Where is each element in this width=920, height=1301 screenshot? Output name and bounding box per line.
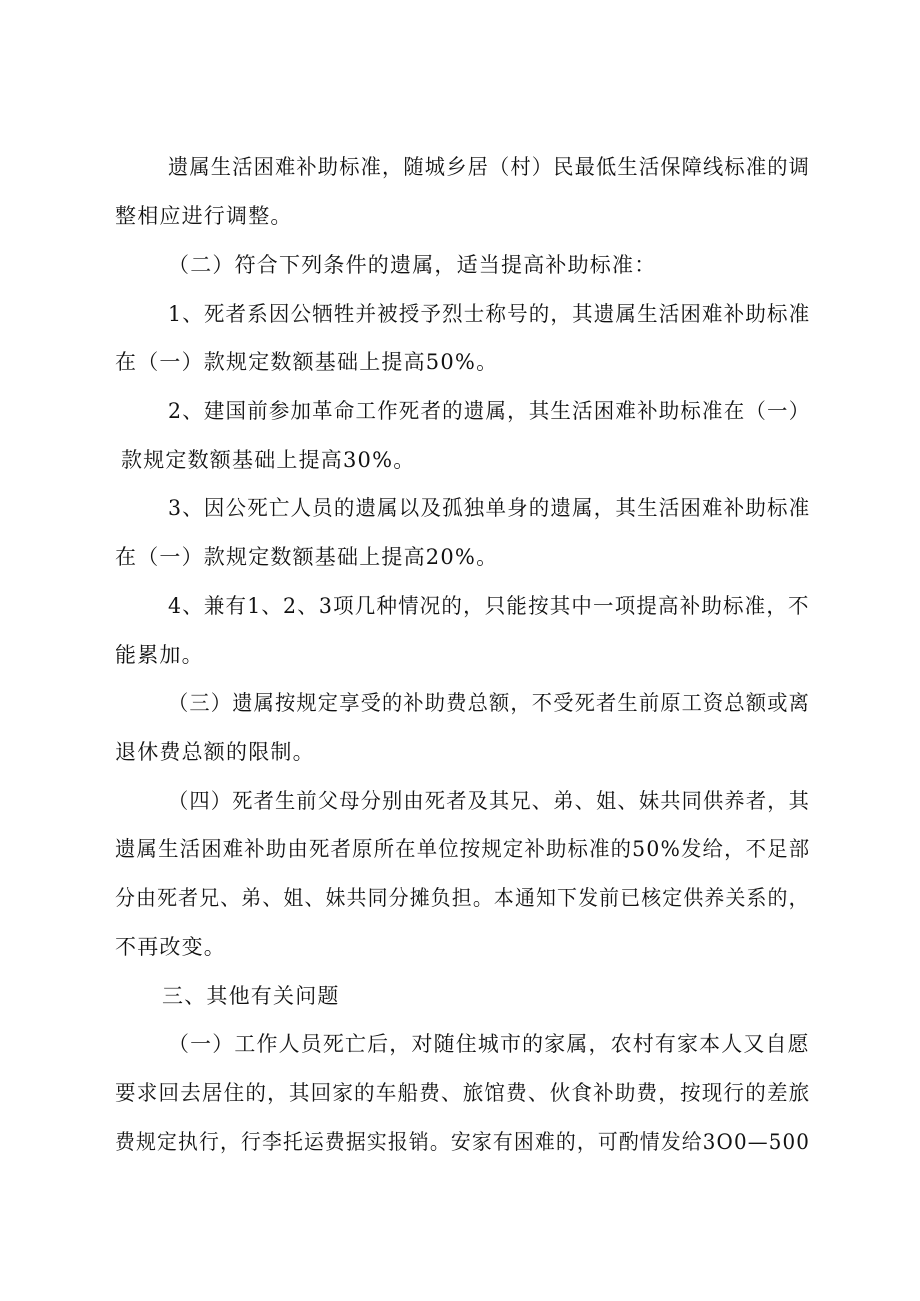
text-line: （一）工作人员死亡后，对随住城市的家属，农村有家本人又自愿 [168,1032,810,1056]
text-line: （四）死者生前父母分别由死者及其兄、弟、姐、妹共同供养者，其 [168,789,811,813]
text-line: 2、建国前参加革命工作死者的遗属，其生活困难补助标准在（一） [168,399,811,423]
text-line: 3、因公死亡人员的遗属以及孤独单身的遗属，其生活困难补助标准 [168,496,811,520]
text-line: 分由死者兄、弟、姐、妹共同分摊负担。本通知下发前已核定供养关系的， [115,886,810,910]
text-line: 在（一）款规定数额基础上提高20%。 [115,545,499,569]
text-line: 费规定执行，行李托运费据实报销。安家有困难的，可酌情发给3O0—500 [115,1130,811,1154]
text-line: （二）符合下列条件的遗属，适当提高补助标准： [168,253,657,277]
text-line: 要求回去居住的，其回家的车船费、旅馆费、伙食补助费，按现行的差旅 [115,1081,811,1105]
text-line: 4、兼有1、2、3项几种情况的，只能按其中一项提高补助标准，不 [168,594,810,618]
text-line: 退休费总额的限制。 [115,740,315,764]
text-line: 不再改变。 [115,935,226,959]
text-line: 在（一）款规定数额基础上提高50%。 [115,350,499,374]
section-heading: 三、其他有关问题 [162,984,340,1008]
text-line: 款规定数额基础上提高30%。 [121,448,416,472]
text-line: 1、死者系因公牺牲并被授予烈士称号的，其遗属生活困难补助标准 [168,302,811,326]
text-line: 遗属生活困难补助标准，随城乡居（村）民最低生活保障线标准的调 [168,155,811,179]
text-line: 整相应进行调整。 [115,204,293,228]
text-line: 遗属生活困难补助由死者原所在单位按规定补助标准的50%发给，不足部 [115,837,811,861]
text-line: （三）遗属按规定享受的补助费总额，不受死者生前原工资总额或离 [168,691,811,715]
text-line: 能累加。 [115,643,204,667]
